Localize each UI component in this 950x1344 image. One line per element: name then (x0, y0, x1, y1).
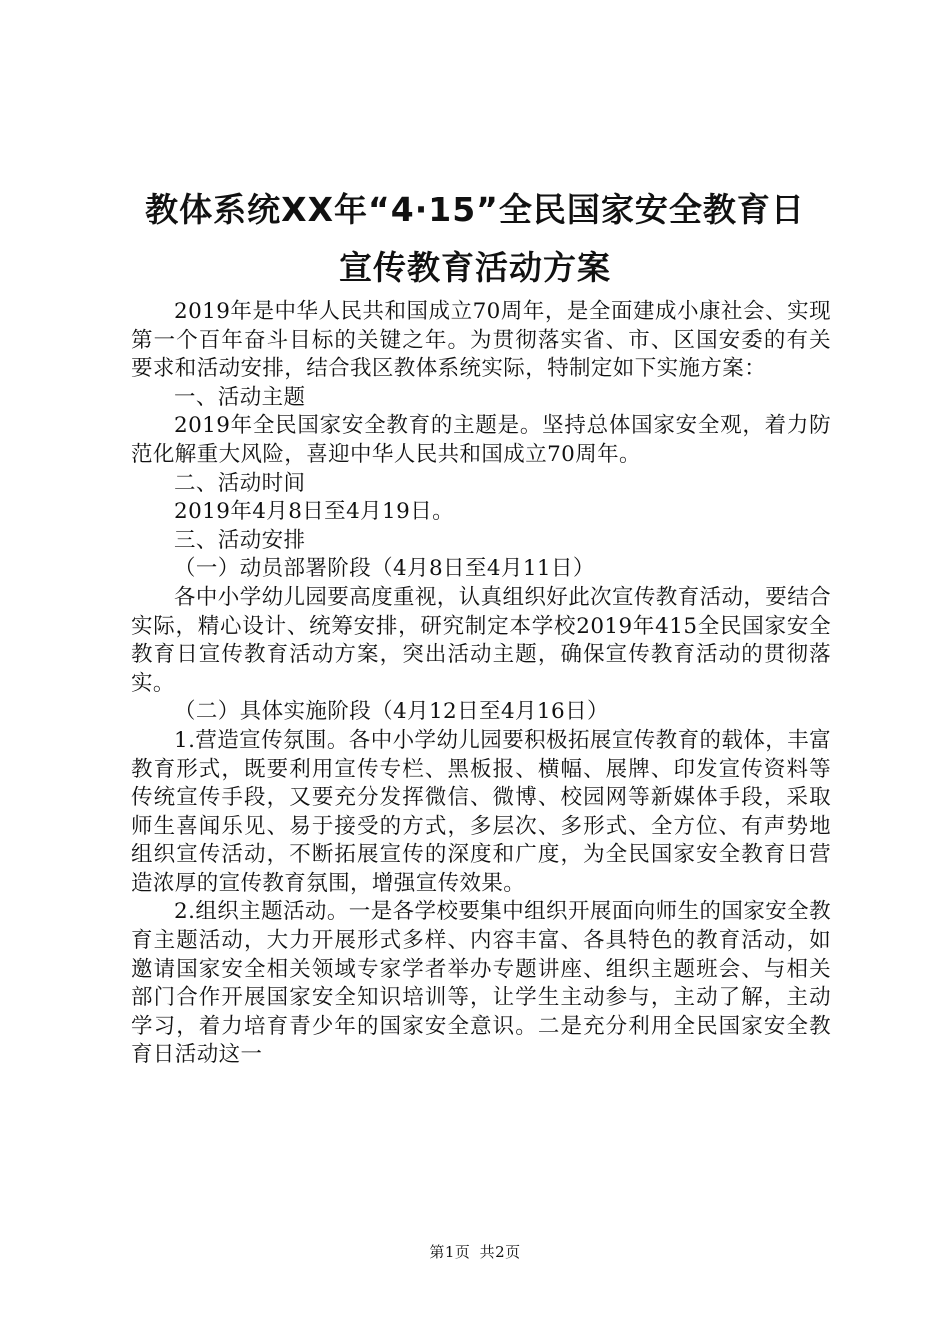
paragraph: 2019年4月8日至4月19日。 (174, 499, 455, 525)
page-number: 第1页 (429, 1243, 471, 1261)
page-footer (0, 1242, 950, 1262)
document-title-line-2: 宣传教育活动方案 (339, 248, 611, 287)
paragraph: 各中小学幼儿园要高度重视，认真组织好此次宣传教育活动，要结合实际，精心设计、统筹安排，研究制定本学校2019年415全民国家安全教育日宣传教育活动方案，突出活动主题，确保宣传教育活动的贯彻落实。 (131, 584, 832, 696)
section-heading: 一、活动主题 (174, 384, 306, 410)
subsection-heading: （二）具体实施阶段（4月12日至4月16日） (174, 699, 609, 725)
section-heading: 二、活动时间 (174, 470, 306, 496)
section-heading: 三、活动安排 (174, 527, 306, 553)
paragraph: 2.组织主题活动。一是各学校要集中组织开展面向师生的国家安全教育主题活动，大力开展形式多样、内容丰富、各具特色的教育活动，如邀请国家安全相关领域专家学者举办专题讲座、组织主题班会、与相关部门合作开展国家安全知识培训等，让学生主动参与，主动了解，主动学习，着力培育青少年的国家安全意识。二是充分利用全民国家安全教育日活动这一 (131, 899, 831, 1068)
subsection-heading: （一）动员部署阶段（4月8日至4月11日） (174, 556, 595, 582)
document-body (131, 298, 831, 1070)
paragraph: 1.营造宣传氛围。各中小学幼儿园要积极拓展宣传教育的载体，丰富教育形式，既要利用宣传专栏、黑板报、横幅、展牌、印发宣传资料等传统宣传手段，又要充分发挥微信、微博、校园网等新媒体手段，采取师生喜闻乐见、易于接受的方式，多层次、多形式、全方位、有声势地组织宣传活动，不断拓展宣传的深度和广度，为全民国家安全教育日营造浓厚的宣传教育氛围，增强宣传效果。 (131, 727, 831, 896)
paragraph: 2019年全民国家安全教育的主题是。坚持总体国家安全观，着力防范化解重大风险，喜迎中华人民共和国成立70周年。 (131, 413, 831, 467)
document-title-line-1: 教体系统XX年“4·15”全民国家安全教育日 (145, 190, 805, 229)
page-total: 共2页 (479, 1243, 521, 1261)
intro-paragraph: 2019年是中华人民共和国成立70周年，是全面建成小康社会、实现第一个百年奋斗目标的关键之年。为贯彻落实省、市、区国安委的有关要求和活动安排，结合我区教体系统实际，特制定如下实施方案： (131, 299, 831, 382)
